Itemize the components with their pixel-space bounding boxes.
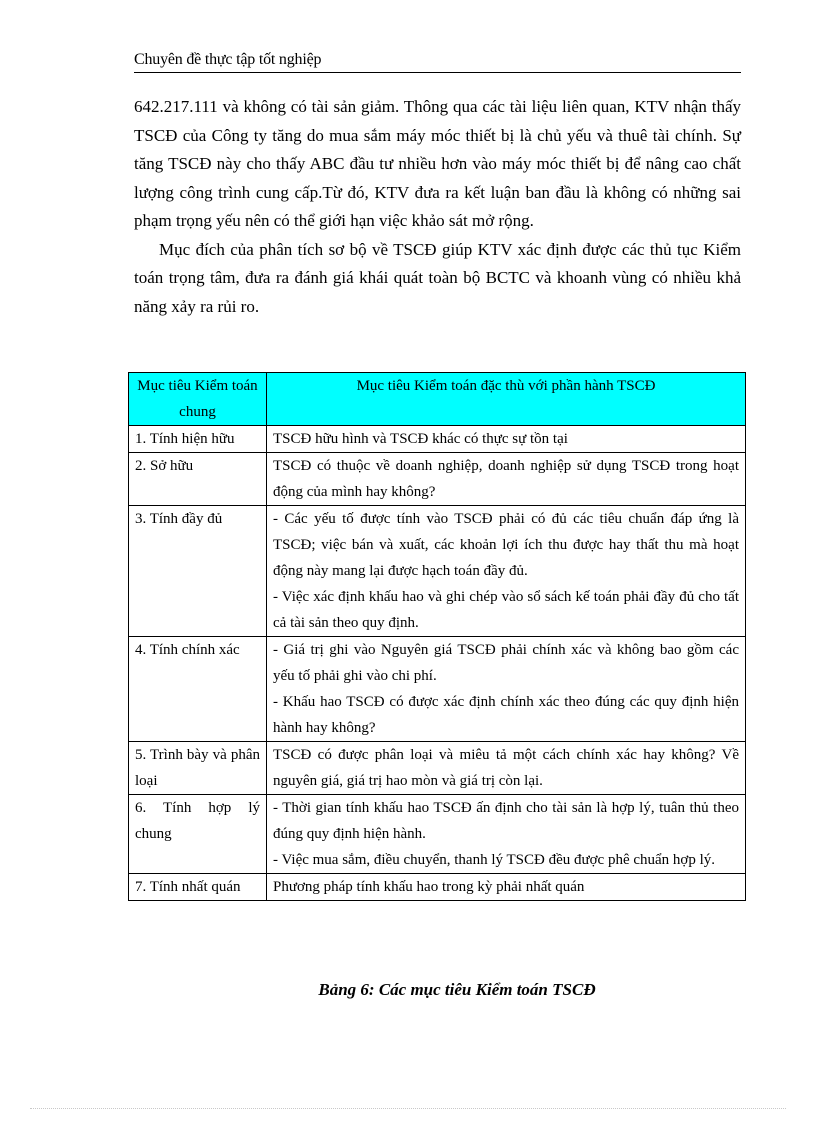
paragraph: Mục đích của phân tích sơ bộ về TSCĐ giúp KTV xác định được các thủ tục Kiểm toán trọng tâm, đưa ra đánh giá khái quát toàn bộ BCTC và khoanh vùng có nhiều khả năng xảy ra rủi ro. [134, 239, 741, 316]
table-row [129, 637, 746, 742]
paragraph: 642.217.111 và không có tài sản giảm. Thông qua các tài liệu liên quan, KTV nhận thấy TSCĐ của Công ty tăng do mua sắm máy móc thiết bị là chủ yếu và thuê tài chính. Sự tăng TSCĐ này cho thấy ABC đầu tư nhiều hơn vào máy móc thiết bị để nâng cao chất lượng công trình cung cấp.Từ đó, KTV đưa ra kết luận ban đầu là không có những sai phạm trọng yếu nên có thể giới hạn việc khảo sát mở rộng. [134, 97, 741, 230]
general-objective-cell: 7. Tính nhất quán [129, 874, 267, 901]
objective-text: - Khấu hao TSCĐ có được xác định chính xác theo đúng các quy định hiện hành hay không? [273, 694, 739, 736]
body-text [134, 93, 741, 321]
objective-text: Phương pháp tính khấu hao trong kỳ phải nhất quán [273, 879, 585, 895]
table-row [129, 506, 746, 637]
general-objective-cell: 5. Trình bày và phân loại [129, 742, 267, 795]
general-objective-cell: 3. Tính đầy đủ [129, 506, 267, 637]
objective-text: TSCĐ có thuộc về doanh nghiệp, doanh nghiệp sử dụng TSCĐ trong hoạt động của mình hay không? [273, 458, 739, 500]
general-objective-cell: 1. Tính hiện hữu [129, 426, 267, 453]
objective-text: TSCĐ hữu hình và TSCĐ khác có thực sự tồn tại [273, 431, 568, 447]
specific-objective-cell [267, 426, 746, 453]
table-row [129, 874, 746, 901]
header-general-objective: Mục tiêu Kiểm toán chung [129, 373, 267, 426]
specific-objective-cell [267, 637, 746, 742]
specific-objective-cell [267, 453, 746, 506]
objective-text: - Thời gian tính khấu hao TSCĐ ấn định cho tài sản là hợp lý, tuân thủ theo đúng quy định hiện hành. [273, 800, 739, 842]
table-row [129, 742, 746, 795]
specific-objective-cell [267, 506, 746, 637]
objective-text: - Việc mua sắm, điều chuyển, thanh lý TSCĐ đều được phê chuẩn hợp lý. [273, 852, 716, 868]
objective-text: TSCĐ có được phân loại và miêu tả một cách chính xác hay không? Về nguyên giá, giá trị hao mòn và giá trị còn lại. [273, 747, 739, 789]
table-row [129, 453, 746, 506]
page-header: Chuyên đề thực tập tốt nghiệp [134, 50, 741, 73]
specific-objective-cell [267, 795, 746, 874]
objective-text: - Giá trị ghi vào Nguyên giá TSCĐ phải chính xác và không bao gồm các yếu tố phải ghi vào chi phí. [273, 642, 739, 684]
general-objective-cell: 2. Sở hữu [129, 453, 267, 506]
audit-objectives-table [128, 372, 746, 901]
table-header-row [129, 373, 746, 426]
page-bottom-divider [30, 1108, 786, 1109]
table-row [129, 426, 746, 453]
table-row [129, 795, 746, 874]
header-specific-objective: Mục tiêu Kiểm toán đặc thù với phần hành TSCĐ [267, 373, 746, 426]
specific-objective-cell [267, 742, 746, 795]
general-objective-cell: 6. Tính hợp lý chung [129, 795, 267, 874]
table-caption: Bảng 6: Các mục tiêu Kiểm toán TSCĐ [318, 980, 596, 999]
general-objective-cell: 4. Tính chính xác [129, 637, 267, 742]
objective-text: - Việc xác định khấu hao và ghi chép vào sổ sách kế toán phải đầy đủ cho tất cả tài sản theo quy định. [273, 589, 739, 631]
specific-objective-cell [267, 874, 746, 901]
objective-text: - Các yếu tố được tính vào TSCĐ phải có đủ các tiêu chuẩn đáp ứng là TSCĐ; việc bán và xuất, các khoản lợi ích thu được hay thất thu mà hoạt động này mang lại được hạch toán đầy đủ. [273, 511, 739, 579]
